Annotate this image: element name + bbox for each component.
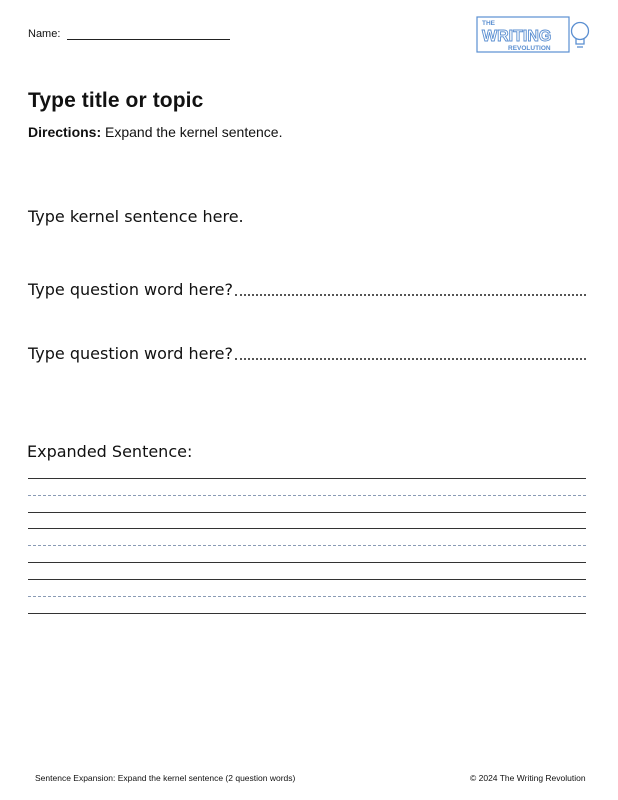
answer-line-2[interactable] [235, 348, 586, 360]
logo-line2: WRITING [482, 28, 552, 45]
writing-revolution-logo [476, 16, 592, 56]
question-row-1 [28, 280, 586, 299]
logo-line1: THE [482, 20, 495, 27]
lightbulb-icon [572, 23, 589, 48]
question-word-1[interactable]: Type question word here? [28, 280, 234, 299]
kernel-sentence[interactable]: Type kernel sentence here. [28, 207, 244, 226]
expanded-sentence-label: Expanded Sentence: [27, 442, 193, 461]
name-label: Name: [28, 28, 61, 40]
question-row-2 [28, 344, 586, 363]
answer-line-1[interactable] [235, 284, 586, 296]
writing-line-top [28, 478, 586, 479]
directions-text: Expand the kernel sentence. [105, 124, 283, 140]
writing-line-mid [28, 495, 586, 496]
directions-label: Directions: [28, 124, 102, 140]
page-title: Type title or topic [28, 89, 204, 112]
writing-line-mid [28, 545, 586, 546]
footer-left: Sentence Expansion: Expand the kernel sentence (2 question words) [35, 773, 296, 783]
writing-line-base [28, 562, 586, 563]
question-word-2[interactable]: Type question word here? [28, 344, 234, 363]
logo-line3: REVOLUTION [508, 45, 551, 52]
name-input-line[interactable] [67, 27, 230, 40]
directions [28, 124, 282, 140]
writing-line-top [28, 579, 586, 580]
name-field-row [28, 27, 230, 40]
writing-line-base [28, 512, 586, 513]
footer-right: © 2024 The Writing Revolution [470, 773, 586, 783]
writing-line-mid [28, 596, 586, 597]
writing-line-base [28, 613, 586, 614]
logo-graphic [476, 16, 592, 56]
writing-line-top [28, 528, 586, 529]
